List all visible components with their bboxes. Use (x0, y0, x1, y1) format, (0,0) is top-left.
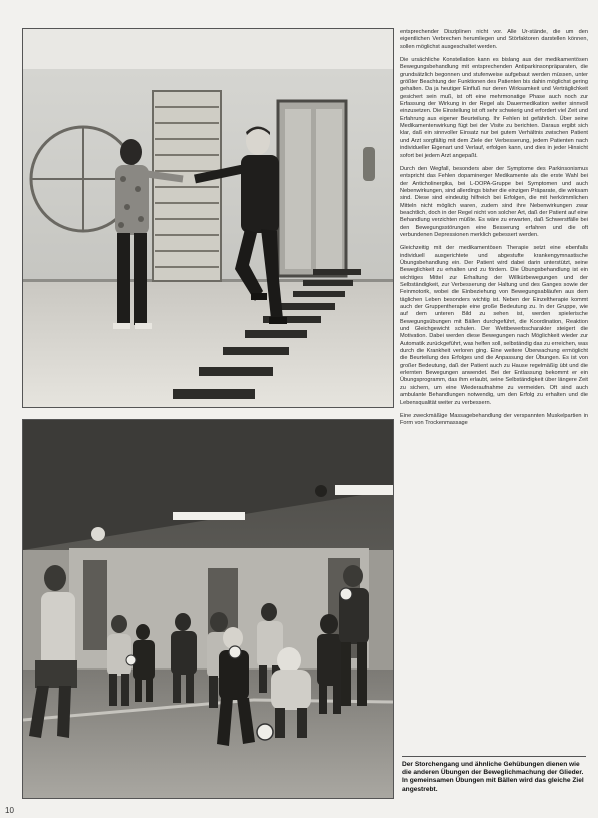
paragraph-4: Gleichzeitig mit der medikamentösen Therapie setzt eine ebenfalls individuell ausgerichtete und abgestufte krankengymnastische Übungsbehandlung ein. Der Patient wird dabei darin unterstützt, seine Beweglichkeit zu erhalten und zu fördern. Die Übungsbehandlung ist ein wichtiges Mittel zur Erhaltung der Willkürbewegungen und der Selbständigkeit, zur Verbesserung der Haltung und des Ganges sowie der Feinmotorik, wobei die Einbeziehung von Bewegungsabläufen aus dem täglichen Leben besonders wichtig ist. Neben der Einzeltherapie kommt auch der Gruppentherapie eine große Bedeutung zu. In der Gruppe, wie auf dem unteren Bild zu sehen ist, werden spielerische Bewegungsübungen mit Bällen durchgeführt, die Koordination, Reaktion und Gleichgewicht schulen. Der Wettbewerbscharakter steigert die Motivation. Dabei werden diese Bewegungen nach Möglichkeit wieder zur Automatik zurückgeführt, was helfen soll, selbständig das zu erreichen, was durch die Krankheit verloren ging. Eine weitere Überwachung ermöglicht die Beurteilung des Erfolges und die Anpassung der Übungen. Es ist von großer Bedeutung, daß der Patient auch zu Hause regelmäßig übt und die erlernten Bewegungen anwendet. Bei der Entlassung bekommt er ein Übungsprogramm, das ihm erlaubt, seine Selbständigkeit über längere Zeit zu sichern, um eine Wiederaufnahme zu vermeiden. Oft sind auch ambulante Behandlungen notwendig, um den Erfolg zu erhalten und die Lebensqualität weiter zu verbessern. (400, 245, 588, 406)
photo-caption: Der Storchengang und ähnliche Gehübungen dienen wie die anderen Übungen der Beweglichmachung der Glieder. In gemeinsamen Übungen mit Bällen wird das gleiche Ziel angestrebt. (402, 761, 584, 793)
photo-bottom-scene (23, 420, 393, 798)
photo-therapy-stepping (22, 28, 394, 408)
paragraph-1: entsprechender Disziplinen nicht vor. Alle Ur-stände, die um den eigentlichen Verbrechen herumliegen und Störfaktoren darstellen können, sollen möglichst ausgeschaltet werden. (400, 29, 588, 50)
caption-divider (402, 756, 586, 757)
paragraph-3: Durch den Wegfall, besonders aber der Symptome des Parkinsonismus entspricht das Fehlen dopaminerger Medikamente als die erste Wahl bei der Anticholinergika, bei L-DOPA-Gruppe bei Symptomen und auch Nebenwirkungen, sind allerdings bisher die einzigen Präparate, die wirksam sind. Diese sind eindeutig hilfreich bei Erfolgen, die mit herkömmlichen Mitteln nicht möglich waren, zudem sind ihre Nebenwirkungen zwar beachtlich, doch in der Regel nicht von solcher Art, daß der Patient auf eine Behandlung verzichten müßte. Es wäre zu erwarten, daß Schwerstfälle bei den Bewegungsstörungen eine Besserung erfahren und die oft verbundenen Depressionen merklich gebessert werden. (400, 165, 588, 238)
article-text-column (400, 29, 588, 749)
page-number: 10 (5, 806, 14, 815)
paragraph-5: Eine zweckmäßige Massagebehandlung der verspannten Muskelpartien in Form von Trockenmassage (400, 412, 588, 427)
photo-group-ball-exercise (22, 419, 394, 799)
photo-top-scene (23, 29, 393, 407)
paragraph-2: Die ursächliche Konstellation kann es bislang aus der medikamentösen Bewegungsbehandlung mit entsprechenden Antiparkinsonpräparaten, die grundsätzlich begonnen und stufenweise aufgebaut werden müssen, unter größter Beachtung der Funktionen des Patienten bis dahin möglichst gering gehalten. Da ja heutiger Einfluß nur deren Wirksamkeit und Verträglichkeit gesichert sein muß, ist oft eine mehrmonatige Phase auch noch zur Erfassung der Wirkung in der Regel als Dauermedikation weiter sinnvoll einzusetzen. Die Einstellung ist oft sehr schwierig und erfordert viel Zeit und Erfahrung aus eigener Beurteilung. Ihr Fehlen ist gefährlich. Über seine Medikamentenwirkung fügt bei der Visite zu berichten. Daraus ergibt sich klar, daß ein sinnvoller Einsatz nur bei gutem Verhältnis zwischen Patient und Arzt sorgfältig mit dem Ziele der Verbesserung, jedem Patienten nach individueller Eigenart und Verlauf, erfolgen kann, und dies in jeder Hinsicht sofort bei jedem Arzt angepaßt. (400, 57, 588, 159)
